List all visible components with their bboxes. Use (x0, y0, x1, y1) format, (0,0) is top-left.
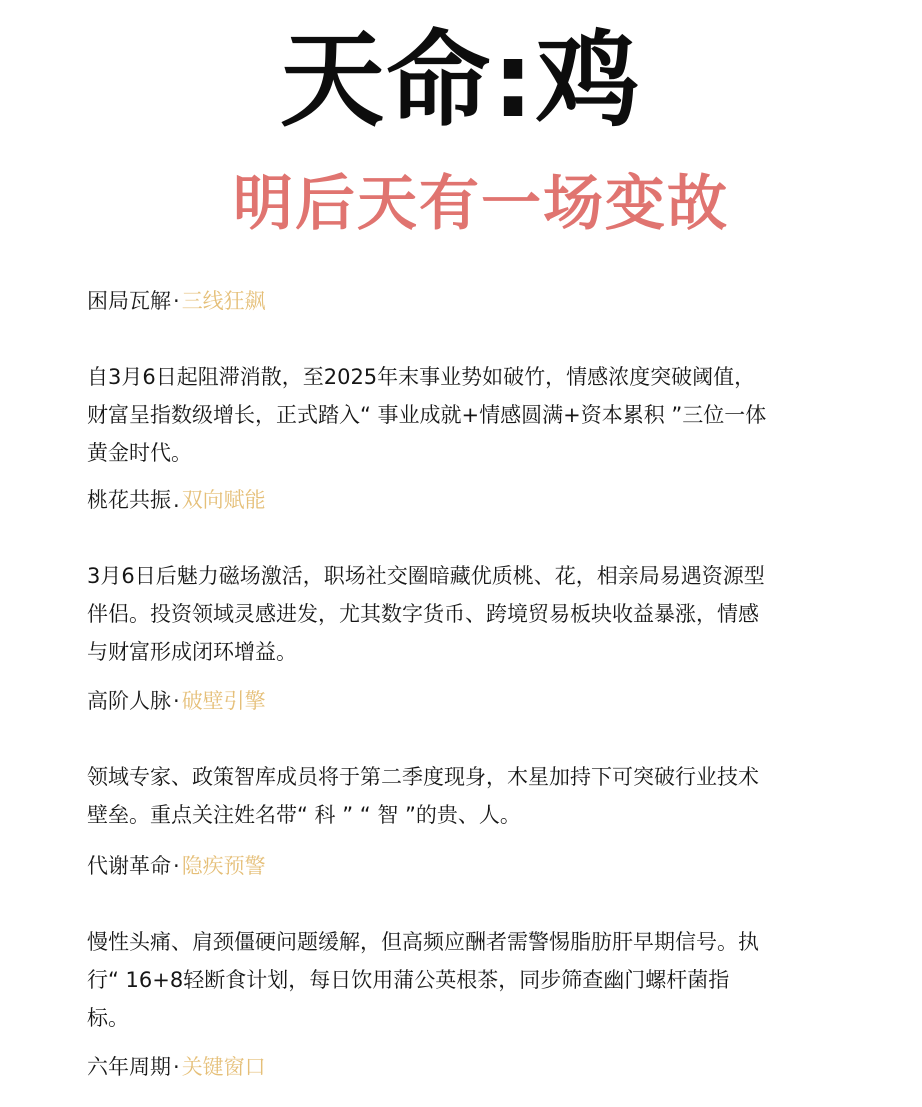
heading-separator: · (173, 689, 180, 713)
section-body: 3月6日后魅力磁场激活，职场社交圈暗藏优质桃、花，相亲局易遇资源型伴侣。投资领域灵感进发，尤其数字货币、跨境贸易板块收益暴涨，情感与财富形成闭环增益。 (87, 564, 765, 664)
section-heading (87, 686, 767, 716)
section-body: 领域专家、政策智库成员将于第二季度现身，木星加持下可突破行业技术壁垒。重点关注姓名带“ 科 ” “ 智 ”的贵、人。 (87, 765, 759, 827)
section-4 (87, 851, 767, 1037)
section-2 (87, 485, 767, 671)
section-body: 慢性头痛、肩颈僵硬问题缓解，但高频应酬者需警惕脂肪肝早期信号。执行“ 16+8轻断食计划，每日饮用蒲公英根茶，同步筛查幽门螺杆菌指标。 (87, 930, 759, 1030)
page-subtitle: 明后天有一场变故 (233, 169, 729, 239)
heading-highlight: 双向赋能 (181, 488, 266, 512)
heading-highlight: 关键窗口 (181, 1055, 266, 1079)
section-heading (87, 485, 767, 515)
heading-label: 高阶人脉 (87, 689, 171, 713)
heading-highlight: 隐疾预警 (181, 854, 266, 878)
heading-separator: · (173, 1055, 180, 1079)
section-5 (87, 1052, 767, 1082)
heading-separator: . (173, 488, 180, 512)
heading-separator: · (173, 854, 180, 878)
heading-highlight: 破壁引擎 (181, 689, 266, 713)
heading-highlight: 三线狂飙 (181, 289, 266, 313)
section-1 (87, 286, 767, 472)
heading-label: 代谢革命 (87, 854, 171, 878)
section-3 (87, 686, 767, 834)
heading-label: 桃花共振 (87, 488, 171, 512)
section-heading (87, 286, 767, 316)
heading-separator: · (173, 289, 180, 313)
heading-label: 六年周期 (87, 1055, 171, 1079)
section-body: 自3月6日起阻滞消散，至2025年末事业势如破竹，情感浓度突破阈值，财富呈指数级增长，正式踏入“ 事业成就+情感圆满+资本累积 ”三位一体黄金时代。 (87, 365, 767, 465)
section-heading (87, 851, 767, 881)
heading-label: 困局瓦解 (87, 289, 171, 313)
section-heading (87, 1052, 767, 1082)
page-title: 天命:鸡 (280, 19, 642, 141)
